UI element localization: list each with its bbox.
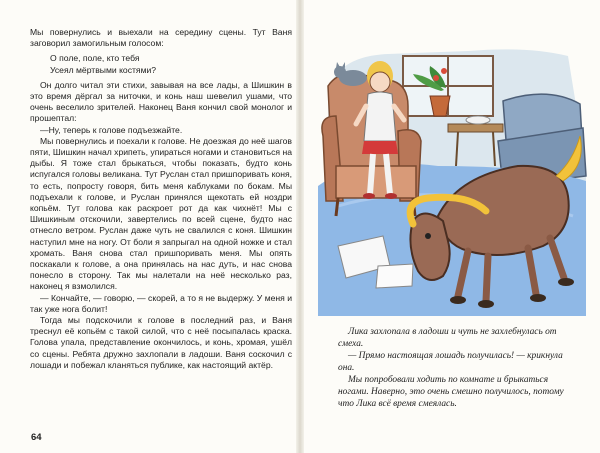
caption-paragraph: Лика захлопала в ладоши и чуть не захлебнулась от смеха.: [338, 327, 557, 349]
paragraph: Он долго читал эти стихи, завывая на все лады, а Шишкин в это время дёргал за ниточки, и конь наш шевелил ушами, что очень веселило зрителей. Наконец Ваня кончил свой монолог и прошептал:: [30, 79, 292, 124]
right-page: [304, 0, 600, 453]
book-gutter: [296, 0, 304, 453]
caption-paragraph: — Прямо настоящая лошадь получилась! — крикнула она.: [338, 351, 563, 373]
paragraph: Мы повернулись и поехали к голове. Не доезжая до неё шагов пяти, Шишкин начал хрипеть, упираться ногами и становиться на дыбы. Я тоже стал брыкаться, чтобы показать, будто конь испугался головы великана. Тут Руслан стал пришпоривать коня, то есть, попросту говоря, бить меня каблуками по бокам. Мы подъехали к голове, и Руслан принялся щекотать ей ноздри копьём. Тут голова как раскроет рот да как чихнёт! Мы с Шишкиным отскочили, завертелись по всей сцене, будто нас отнесло ветром. Руслан даже чуть не свалился с коня. Шишкин наступил мне на ногу. От боли я запрыгал на одной ножке и стал хромать. Ваня снова стал пришпоривать меня. Мы опять поскакали к голове, а она принялась на нас дуть, и нас снова понесло в сторону. Так мы налетали на неё несколько раз, наконец я взмолился.: [30, 135, 292, 292]
paragraph: Мы повернулись и выехали на середину сцены. Тут Ваня заговорил замогильным голосом:: [30, 27, 292, 49]
poem-line: О поле, поле, кто тебя: [50, 53, 140, 64]
paragraph: — Кончайте, — говорю, — скорей, а то я не выдержу. У меня и так уже нога болит!: [30, 292, 292, 314]
left-page-text: [30, 27, 292, 371]
paragraph: Тогда мы подскочили к голове в последний раз, и Ваня треснул её копьём с такой силой, что с неё посыпалась краска. Голова упала, представление окончилось, и конь, хромая, ушёл со сцены. Ребята дружно захлопали в ладоши. Ваня соскочил с лошади и побежал кланяться публике, как настоящий актёр.: [30, 315, 292, 370]
page-number: 64: [31, 432, 42, 443]
left-page: [0, 0, 296, 453]
poem: [50, 53, 292, 75]
illustration-girl-and-pantomime-horse: [318, 16, 588, 316]
caption-paragraph: Мы попробовали ходить по комнате и брыкаться ногами. Наверно, это очень смешно получилось, потому что Лика всё время смеялась.: [338, 375, 564, 409]
poem-line: Усеял мёртвыми костями?: [50, 64, 157, 75]
illustration-caption: [338, 326, 578, 410]
paragraph: —Ну, теперь к голове подъезжайте.: [40, 124, 183, 135]
